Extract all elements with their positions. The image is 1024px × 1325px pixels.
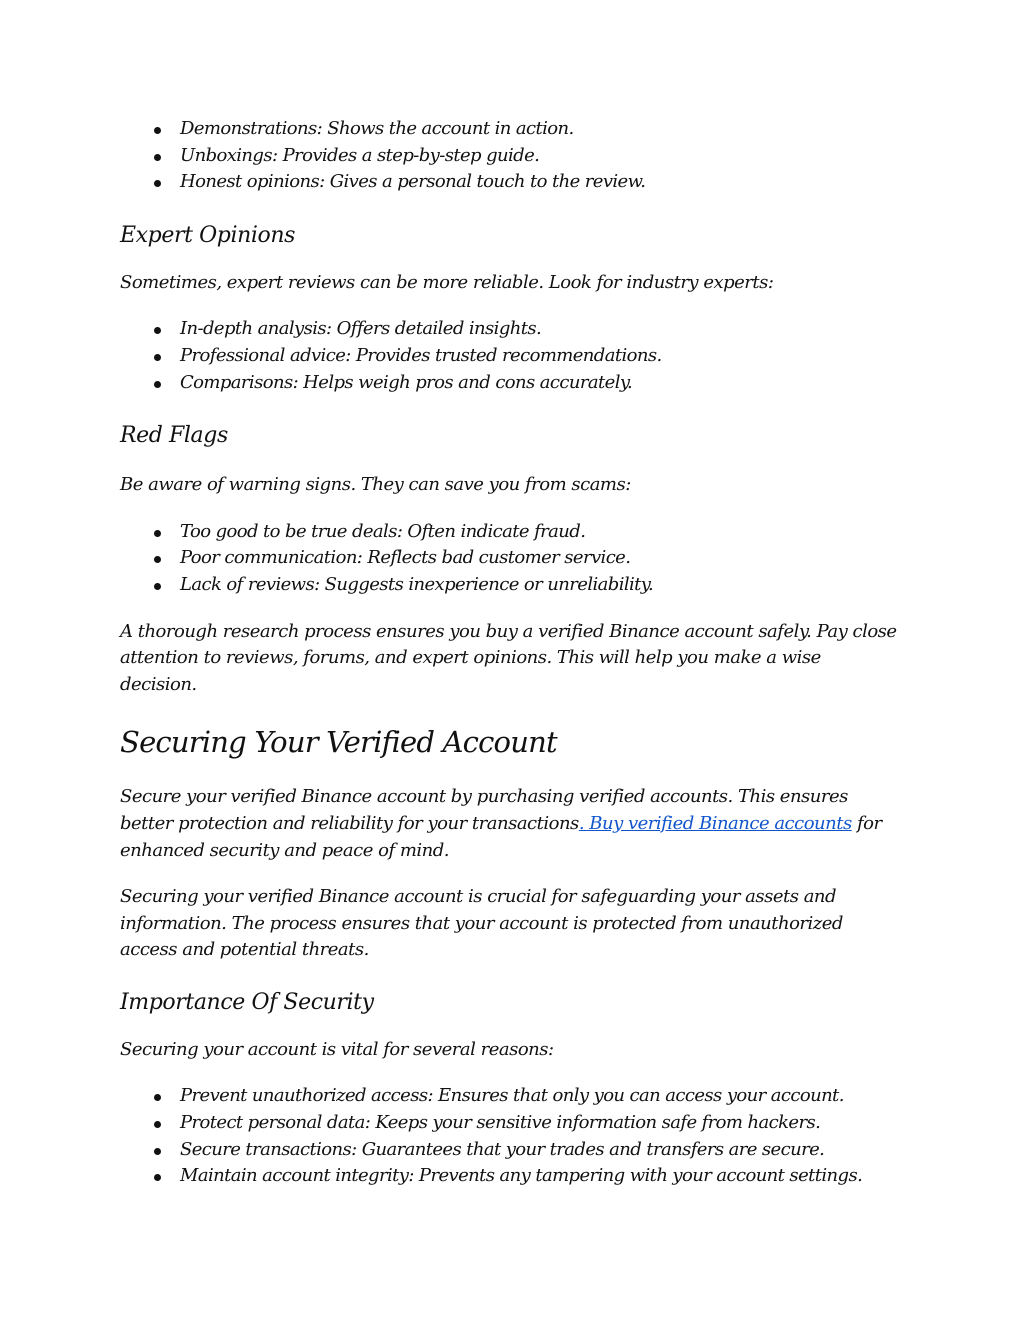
importance-heading: Importance Of Security (120, 989, 374, 1015)
research-summary-paragraph: A thorough research process ensures you buy a verified Binance account safely. Pay close attention to reviews, forums, and expert opinions. This will help you make a wise decision. (120, 620, 897, 695)
list-item (120, 519, 900, 546)
list-item-text: Poor communication: Reflects bad customer service. (180, 547, 631, 569)
list-item-text: Demonstrations: Shows the account in action. (180, 118, 574, 139)
list-item-text: Comparisons: Helps weigh pros and cons accurately. (180, 371, 633, 393)
buy-verified-accounts-link[interactable]: . Buy verified Binance accounts (578, 812, 852, 834)
list-item-text: Too good to be true deals: Often indicate fraud. (180, 520, 586, 542)
red-flags-intro: Be aware of warning signs. They can save you from scams: (120, 474, 631, 496)
list-item-text: Maintain account integrity: Prevents any tampering with your account settings. (180, 1165, 863, 1187)
list-item (120, 169, 900, 196)
expert-opinions-intro: Sometimes, expert reviews can be more reliable. Look for industry experts: (120, 271, 774, 293)
bullet-icon (154, 127, 161, 134)
list-item-text: Lack of reviews: Suggests inexperience or unreliability. (180, 573, 654, 595)
list-item (120, 343, 900, 370)
list-item-text: Protect personal data: Keeps your sensitive information safe from hackers. (180, 1112, 821, 1134)
list-item (120, 1083, 900, 1110)
bullet-icon (154, 180, 161, 187)
list-item-text: Prevent unauthorized access: Ensures that only you can access your account. (180, 1085, 844, 1107)
bullet-icon (154, 556, 161, 563)
bullet-icon (154, 327, 161, 334)
bullet-icon (154, 354, 161, 361)
securing-paragraph-1-text-end: for enhanced security and peace of mind. (120, 812, 882, 861)
importance-list (120, 1083, 900, 1189)
list-item-text: Honest opinions: Gives a personal touch to the review. (180, 171, 646, 193)
bullet-icon (154, 1094, 161, 1101)
list-item (120, 143, 900, 170)
bullet-icon (154, 381, 161, 388)
expert-opinions-list (120, 316, 900, 396)
securing-paragraph-1-text: Secure your verified Binance account by purchasing verified accounts. This ensures better protection and reliability for your transactions (120, 786, 848, 834)
importance-intro: Securing your account is vital for several reasons: (120, 1038, 554, 1060)
list-item (120, 316, 900, 343)
expert-opinions-heading: Expert Opinions (120, 222, 295, 248)
bullet-icon (154, 1148, 161, 1155)
methods-list (120, 116, 900, 196)
securing-paragraph-2: Securing your verified Binance account is crucial for safeguarding your assets and information. The process ensures that your account is protected from unauthorized access and potential threats. (120, 886, 843, 961)
list-item (120, 116, 900, 143)
red-flags-list (120, 519, 900, 599)
document-page (120, 116, 900, 1190)
list-item (120, 1110, 900, 1137)
list-item (120, 545, 900, 572)
list-item-text: Secure transactions: Guarantees that your trades and transfers are secure. (180, 1138, 825, 1160)
bullet-icon (154, 154, 161, 161)
securing-paragraph-1 (120, 784, 900, 864)
list-item-text: Unboxings: Provides a step-by-step guide. (180, 144, 540, 166)
bullet-icon (154, 530, 161, 537)
list-item (120, 572, 900, 599)
bullet-icon (154, 1174, 161, 1181)
list-item (120, 370, 900, 397)
list-item (120, 1163, 900, 1190)
red-flags-heading: Red Flags (120, 423, 228, 449)
list-item (120, 1137, 900, 1164)
list-item-text: In-depth analysis: Offers detailed insights. (180, 318, 542, 340)
bullet-icon (154, 583, 161, 590)
securing-account-heading: Securing Your Verified Account (120, 725, 557, 760)
bullet-icon (154, 1121, 161, 1128)
list-item-text: Professional advice: Provides trusted recommendations. (180, 344, 662, 366)
